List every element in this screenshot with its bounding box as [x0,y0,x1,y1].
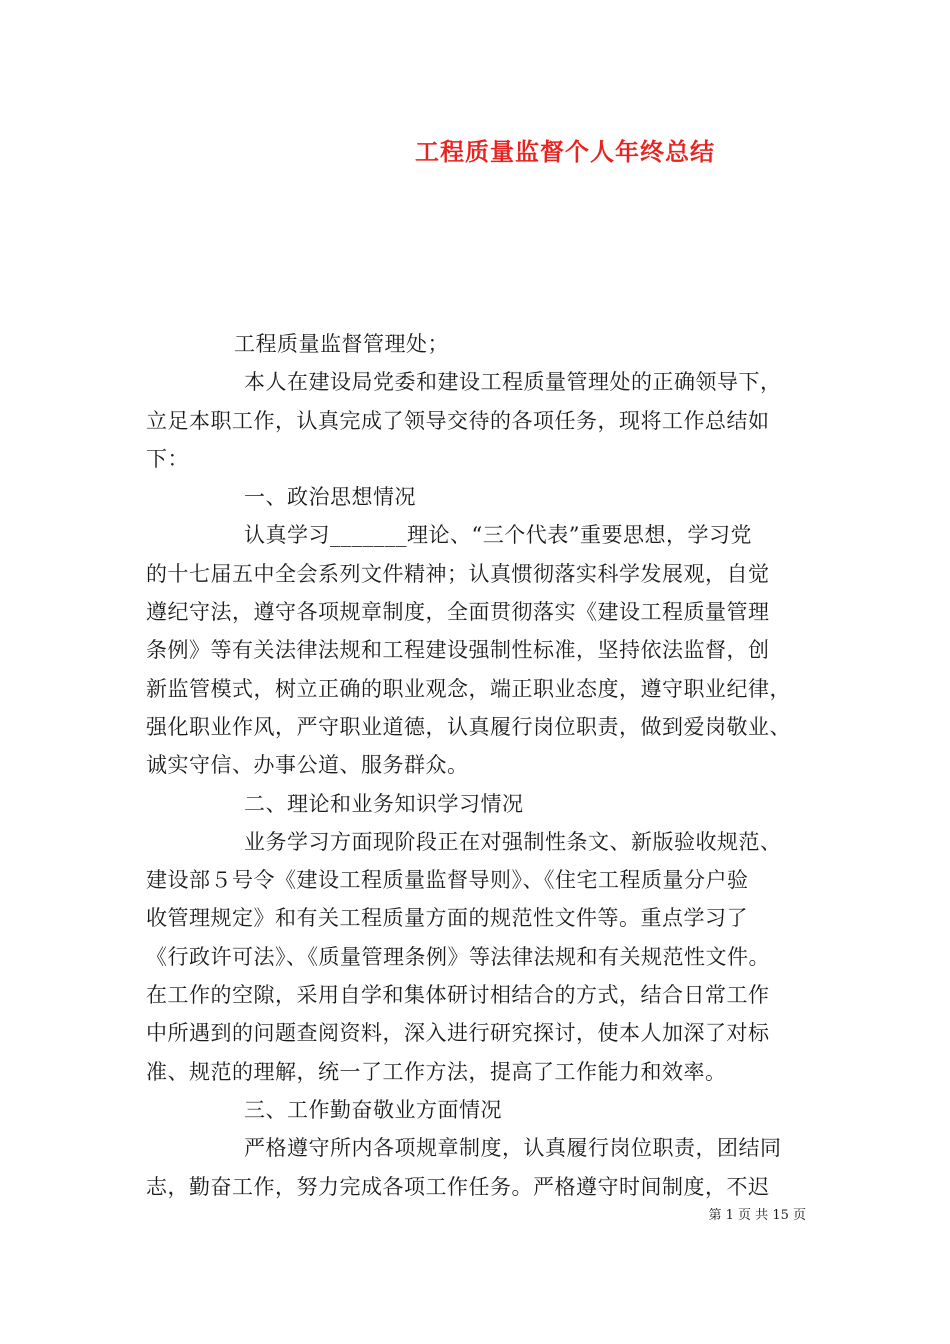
paragraph-line: 的十七届五中全会系列文件精神；认真惯彻落实科学发展观，自觉 [146,561,770,586]
paragraph-line: 准、规范的理解，统一了工作方法，提高了工作能力和效率。 [146,1059,727,1084]
paragraph-line: 中所遇到的问题查阅资料，深入进行研究探讨，使本人加深了对标 [146,1021,770,1046]
paragraph-line: 在工作的空隙，采用自学和集体研讨相结合的方式，结合日常工作 [146,983,770,1008]
paragraph-line: 志，勤奋工作，努力完成各项工作任务。严格遵守时间制度，不迟 [146,1174,770,1199]
salutation-line: 工程质量监督管理处； [234,332,449,356]
paragraph-line: 业务学习方面现阶段正在对强制性条文、新版验收规范、 [244,829,782,854]
paragraph-line: 下： [146,446,189,471]
paragraph-line: 遵纪守法，遵守各项规章制度，全面贯彻落实《建设工程质量管理 [146,600,770,625]
document-title: 工程质量监督个人年终总结 [415,137,715,166]
paragraph-line: 强化职业作风，严守职业道德，认真履行岗位职责，做到爱岗敬业、 [146,714,791,739]
paragraph-line: 新监管模式，树立正确的职业观念，端正职业态度，遵守职业纪律， [146,676,791,701]
paragraph-line: 收管理规定》和有关工程质量方面的规范性文件等。重点学习了 [146,906,748,931]
paragraph-line: 本人在建设局党委和建设工程质量管理处的正确领导下， [244,370,782,395]
paragraph-line: 建设部５号令《建设工程质量监督导则》、《住宅工程质量分户验 [146,868,749,893]
paragraph-line: 《行政许可法》、《质量管理条例》等法律法规和有关规范性文件。 [146,944,770,969]
paragraph-line: 诚实守信、办事公道、服务群众。 [146,753,469,778]
paragraph-line: 认真学习_______理论、“三个代表”重要思想，学习党 [244,523,752,548]
paragraph-line: 严格遵守所内各项规章制度，认真履行岗位职责，团结同 [244,1136,782,1161]
section-heading-3: 三、工作勤奋敬业方面情况 [244,1097,502,1122]
page-number: 第 1 页 共 15 页 [708,1208,806,1223]
section-heading-1: 一、政治思想情况 [244,485,416,510]
paragraph-line: 立足本职工作，认真完成了领导交待的各项任务，现将工作总结如 [146,408,770,433]
section-heading-2: 二、理论和业务知识学习情况 [244,791,524,816]
document-body [146,325,822,1206]
paragraph-line: 条例》等有关法律法规和工程建设强制性标准，坚持依法监督，创 [146,638,770,663]
